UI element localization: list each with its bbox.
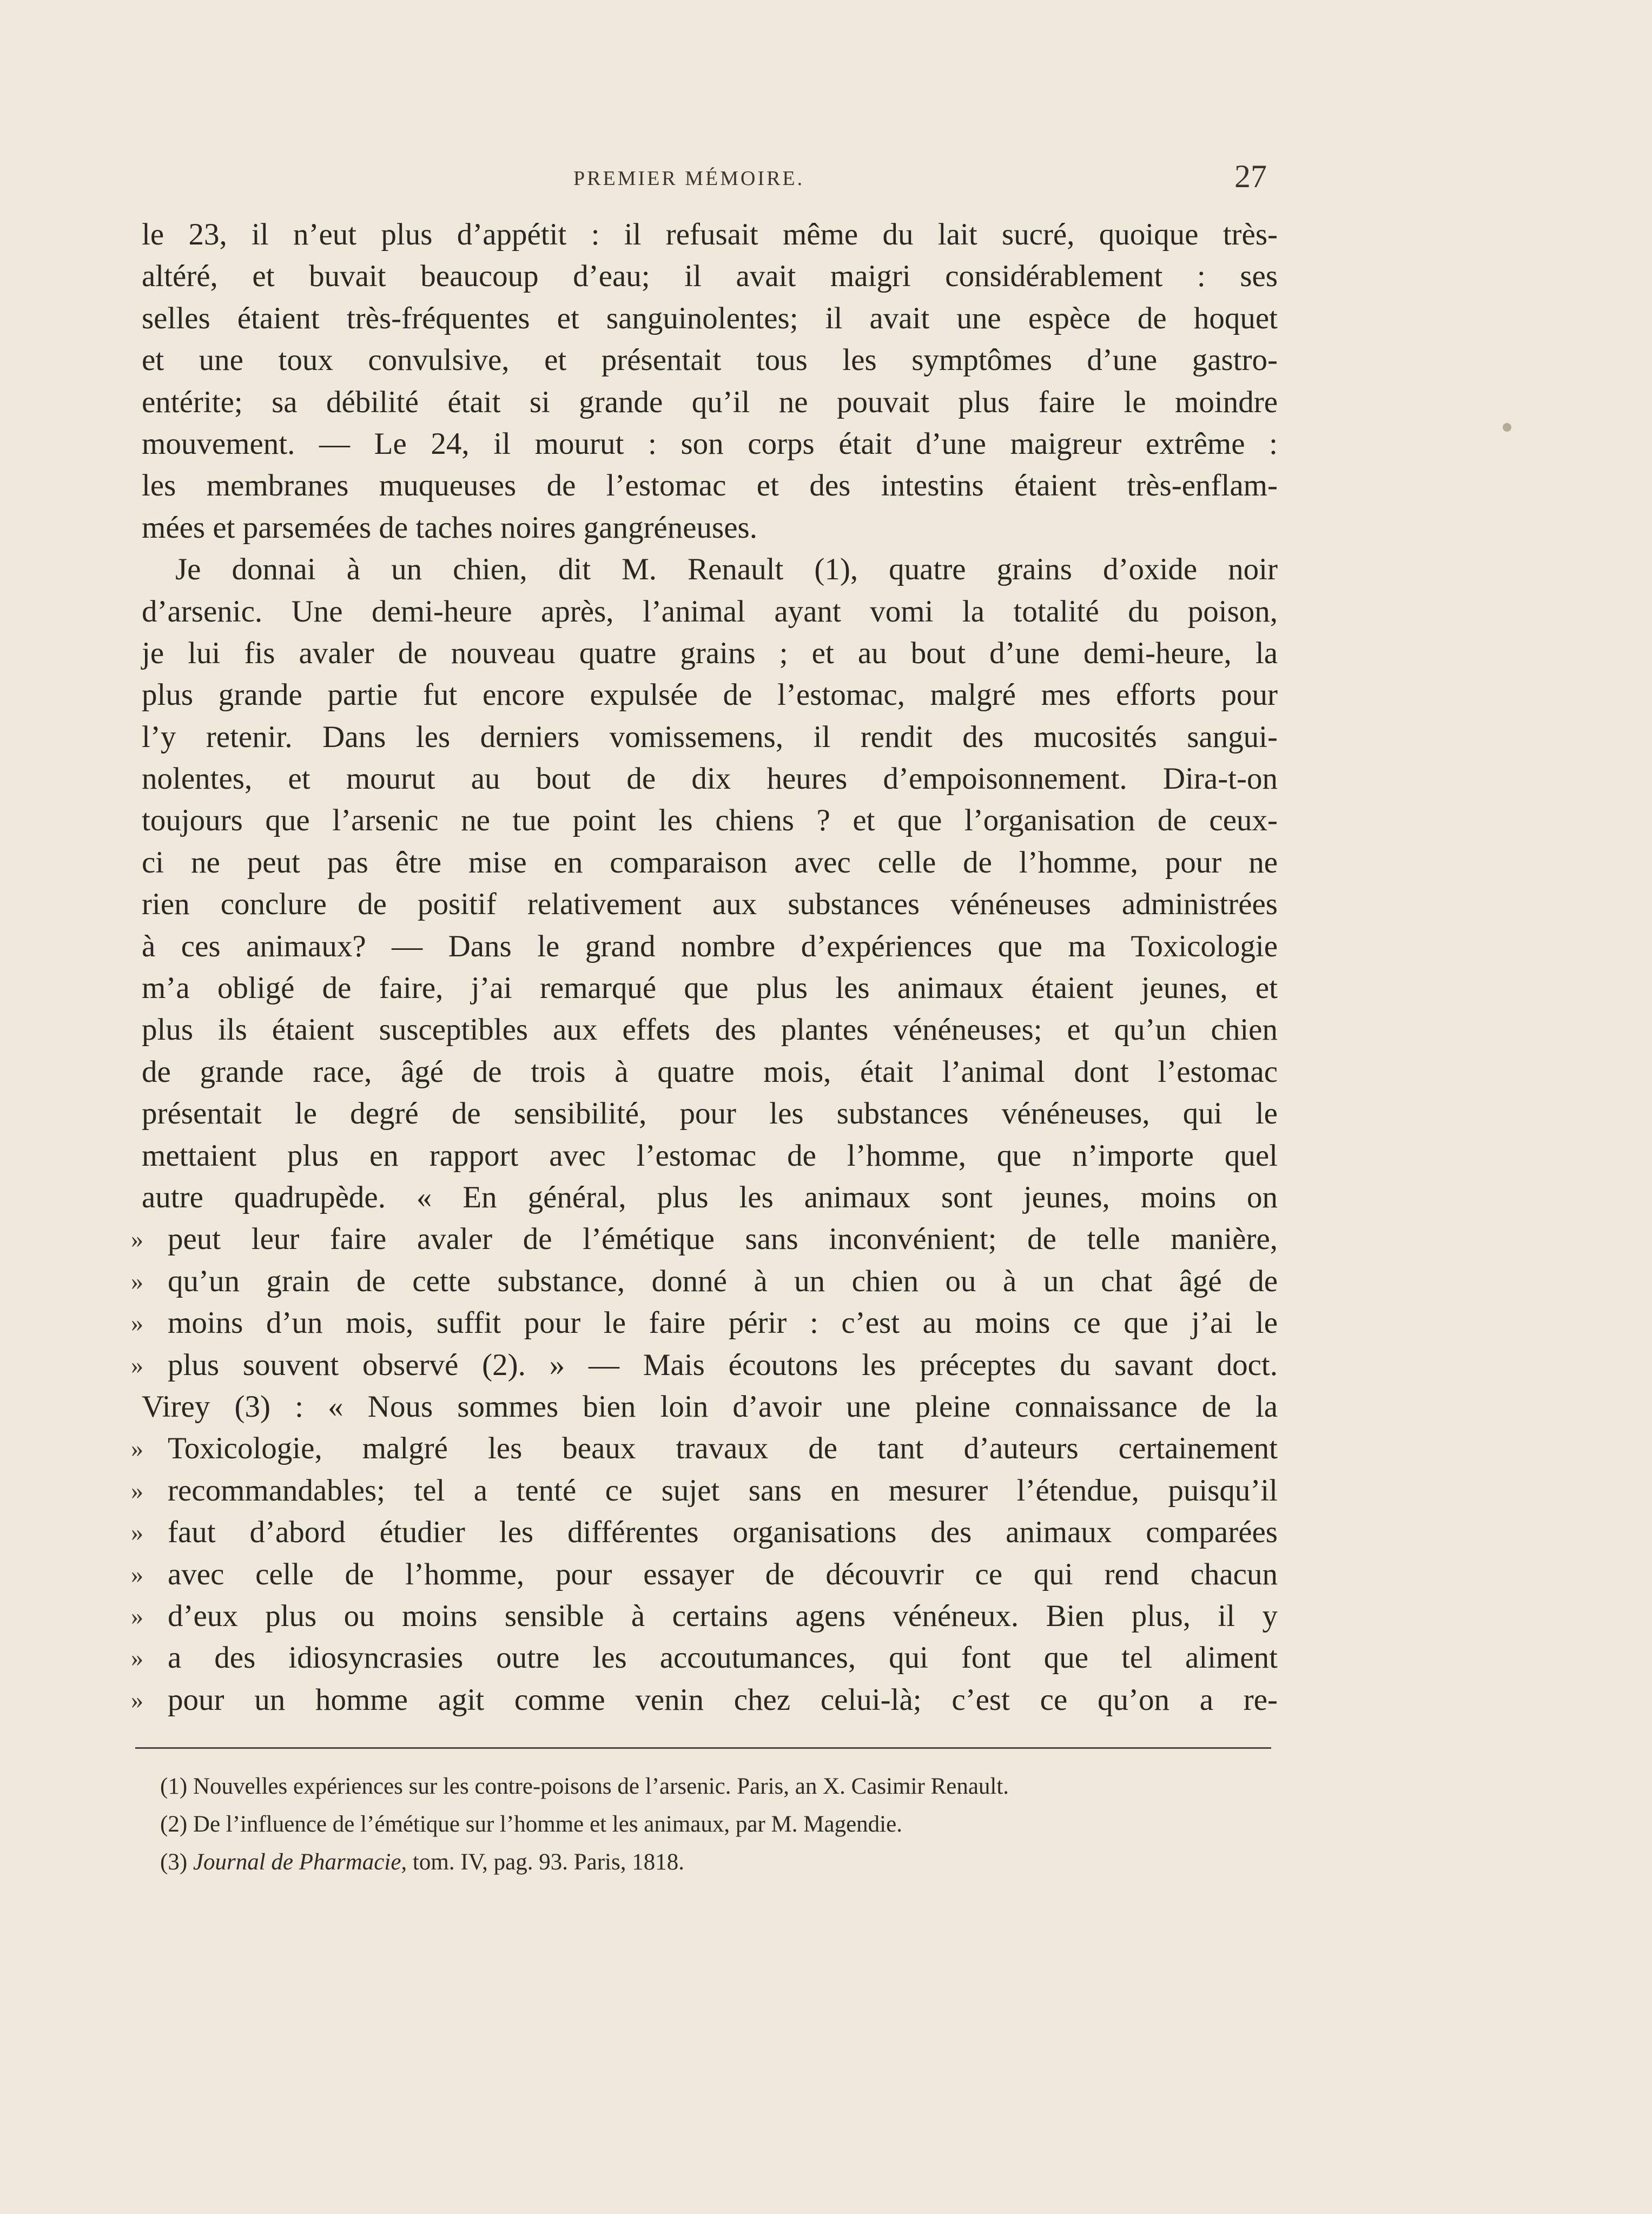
text-line: rien conclure de positif relativement aux substances vénéneuses administrées bbox=[142, 887, 1278, 922]
quote-mark: » bbox=[131, 1267, 143, 1295]
text-line: à ces animaux? — Dans le grand nombre d’expériences que ma Toxicologie bbox=[142, 929, 1278, 963]
text-line: plus ils étaient susceptibles aux effets des plantes vénéneuses; et qu’un chien bbox=[142, 1013, 1278, 1047]
footnotes bbox=[160, 1768, 1274, 1881]
quote-text: a des idiosyncrasies outre les accoutumances, qui font que tel aliment bbox=[168, 1641, 1278, 1675]
footnote-1: (1) Nouvelles expériences sur les contre-poisons de l’arsenic. Paris, an X. Casimir Renault. bbox=[160, 1774, 1009, 1799]
quote-text: pour un homme agit comme venin chez celui-là; c’est ce qu’on a re- bbox=[168, 1682, 1278, 1717]
text-line: Virey (3) : « Nous sommes bien loin d’avoir une pleine connaissance de la bbox=[142, 1389, 1278, 1424]
main-text bbox=[131, 214, 1278, 1721]
text-line: mées et parsemées de taches noires gangréneuses. bbox=[142, 510, 757, 545]
text-line: autre quadrupède. « En général, plus les animaux sont jeunes, moins on bbox=[142, 1180, 1278, 1214]
quote-text: avec celle de l’homme, pour essayer de découvrir ce qui rend chacun bbox=[168, 1557, 1278, 1591]
footnote-divider bbox=[135, 1747, 1271, 1749]
quoted-line bbox=[131, 1595, 1278, 1637]
footnote-3-label: (3) bbox=[160, 1849, 188, 1875]
quote-mark: » bbox=[131, 1518, 143, 1547]
quote-mark: » bbox=[131, 1309, 143, 1337]
text-line: de grande race, âgé de trois à quatre mois, était l’animal dont l’estomac bbox=[142, 1054, 1278, 1089]
quote-text: plus souvent observé (2). » — Mais écoutons les préceptes du savant doct. bbox=[168, 1347, 1278, 1382]
text-line: selles étaient très-fréquentes et sanguinolentes; il avait une espèce de hoquet bbox=[142, 301, 1278, 335]
text-line: toujours que l’arsenic ne tue point les chiens ? et que l’organisation de ceux- bbox=[142, 803, 1278, 838]
quote-text: faut d’abord étudier les différentes organisations des animaux comparées bbox=[168, 1515, 1278, 1550]
text-line: entérite; sa débilité était si grande qu’il ne pouvait plus faire le moindre bbox=[142, 385, 1278, 419]
quote-text: peut leur faire avaler de l’émétique sans inconvénient; de telle manière, bbox=[168, 1222, 1278, 1257]
page-number: 27 bbox=[1234, 158, 1267, 194]
quote-mark: » bbox=[131, 1476, 143, 1504]
quote-text: Toxicologie, malgré les beaux travaux de tant d’auteurs certainement bbox=[168, 1431, 1278, 1466]
quote-mark: » bbox=[131, 1435, 143, 1463]
quoted-line bbox=[131, 1427, 1278, 1469]
quote-mark: » bbox=[131, 1686, 143, 1714]
quoted-line bbox=[131, 1470, 1278, 1511]
quote-text: qu’un grain de cette substance, donné à un chien ou à un chat âgé de bbox=[168, 1264, 1278, 1298]
text-line: les membranes muqueuses de l’estomac et des intestins étaient très-enflam- bbox=[142, 468, 1278, 503]
text-line: nolentes, et mourut au bout de dix heures d’empoisonnement. Dira-t-on bbox=[142, 762, 1278, 796]
quote-mark: » bbox=[131, 1351, 143, 1379]
quote-mark: » bbox=[131, 1560, 143, 1588]
text-line: je lui fis avaler de nouveau quatre grains ; et au bout d’une demi-heure, la bbox=[142, 636, 1278, 670]
quote-mark: » bbox=[131, 1602, 143, 1630]
quoted-line bbox=[131, 1554, 1278, 1595]
text-line: plus grande partie fut encore expulsée de l’estomac, malgré mes efforts pour bbox=[142, 678, 1278, 712]
text-line: le 23, il n’eut plus d’appétit : il refusait même du lait sucré, quoique très- bbox=[142, 217, 1278, 252]
quoted-line bbox=[131, 1344, 1278, 1386]
text-line: ci ne peut pas être mise en comparaison avec celle de l’homme, pour ne bbox=[142, 845, 1278, 880]
text-line: présentait le degré de sensibilité, pour les substances vénéneuses, qui le bbox=[142, 1096, 1278, 1131]
quoted-line bbox=[131, 1679, 1278, 1721]
running-title: PREMIER MÉMOIRE. bbox=[573, 167, 805, 190]
footnote-3 bbox=[160, 1843, 1274, 1881]
footnote-2: (2) De l’influence de l’émétique sur l’homme et les animaux, par M. Magendie. bbox=[160, 1812, 902, 1837]
quoted-line bbox=[131, 1511, 1278, 1553]
quote-text: moins d’un mois, suffit pour le faire périr : c’est au moins ce que j’ai le bbox=[168, 1306, 1278, 1340]
text-line: d’arsenic. Une demi-heure après, l’animal ayant vomi la totalité du poison, bbox=[142, 594, 1278, 629]
quoted-line bbox=[131, 1260, 1278, 1302]
paper-speck bbox=[1503, 423, 1511, 432]
text-line: et une toux convulsive, et présentait tous les symptômes d’une gastro- bbox=[142, 343, 1278, 378]
text-line: mouvement. — Le 24, il mourut : son corps était d’une maigreur extrême : bbox=[142, 426, 1278, 461]
text-line: l’y retenir. Dans les derniers vomissemens, il rendit des mucosités sangui- bbox=[142, 719, 1278, 754]
quoted-line bbox=[131, 1218, 1278, 1260]
quoted-line bbox=[131, 1302, 1278, 1344]
quoted-line bbox=[131, 1637, 1278, 1678]
quote-text: recommandables; tel a tenté ce sujet sans en mesurer l’étendue, puisqu’il bbox=[168, 1473, 1278, 1508]
quote-mark: » bbox=[131, 1225, 143, 1253]
footnote-3-journal: Journal de Pharmacie, bbox=[193, 1849, 407, 1875]
quote-mark: » bbox=[131, 1644, 143, 1672]
text-line: m’a obligé de faire, j’ai remarqué que plus les animaux étaient jeunes, et bbox=[142, 971, 1278, 1006]
text-line: Je donnai à un chien, dit M. Renault (1), quatre grains d’oxide noir bbox=[175, 552, 1278, 587]
quote-text: d’eux plus ou moins sensible à certains agens vénéneux. Bien plus, il y bbox=[168, 1598, 1278, 1633]
text-line: altéré, et buvait beaucoup d’eau; il avait maigri considérablement : ses bbox=[142, 259, 1278, 294]
footnote-3-citation: tom. IV, pag. 93. Paris, 1818. bbox=[412, 1849, 684, 1875]
text-line: mettaient plus en rapport avec l’estomac de l’homme, que n’importe quel bbox=[142, 1138, 1278, 1173]
